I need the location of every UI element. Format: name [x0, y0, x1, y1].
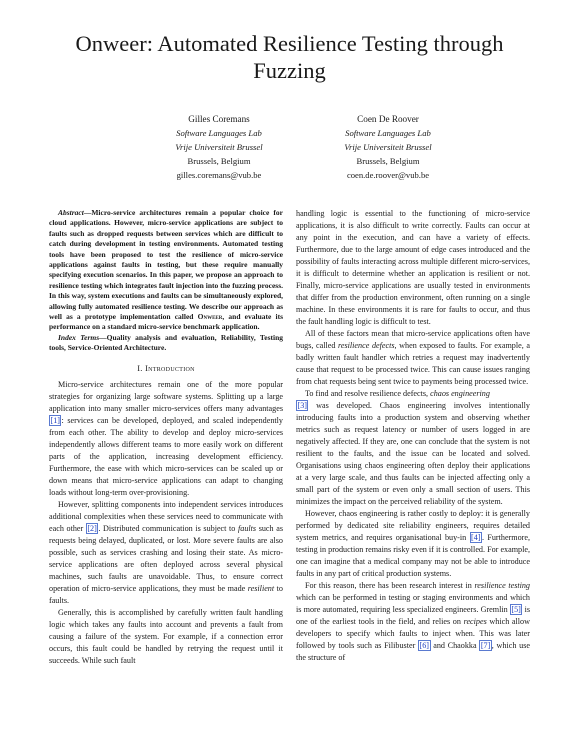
- index-terms-label: Index Terms: [58, 332, 100, 342]
- author-name: Coen De Roover: [357, 114, 419, 124]
- author-block: [288, 112, 488, 182]
- paragraph: [296, 328, 530, 388]
- text: is one of the earliest tools in the field, and relies on: [296, 605, 530, 626]
- citation-link[interactable]: [7]: [480, 641, 491, 650]
- author-location: Brussels, Belgium: [356, 156, 420, 166]
- abstract-text-end: , and evaluate its performance on a standard micro-service benchmark application.: [49, 312, 283, 332]
- text: However, splitting components into independent services introduces additional complexities when these services need to communicate with each other: [49, 499, 283, 533]
- citation-link[interactable]: [6]: [419, 641, 429, 650]
- citation-link[interactable]: [1]: [50, 415, 60, 425]
- emphasis: chaos engineering: [430, 389, 490, 398]
- text: Micro-service architectures remain one of the more popular strategies for organizing large software systems. Splitting up a large application into many smaller micro-services offers many advantages: [49, 379, 283, 413]
- emphasis: resilience testing: [474, 581, 530, 590]
- paper-title: Onweer: Automated Resilience Testing through Fuzzing: [75, 31, 504, 83]
- emphasis: recipes: [463, 617, 487, 626]
- text: such as requests being delayed, duplicated, or lost. More severe faults are also possible, such as services crashing and losing their state. As micro-service applications are often deployed across several physical machines, such faults are unavoidable. Thus, to ensure correct operation of micro-service applications, they must be made: [49, 523, 284, 593]
- text: All of these factors mean that micro-service applications often have bugs, called: [296, 329, 530, 350]
- citation-link[interactable]: [5]: [511, 605, 521, 614]
- text: which can be performed in testing or staging environments and which is more automated, requiring less specialized engineers. Gremlin: [296, 593, 530, 614]
- paragraph: Generally, this is accomplished by carefully written fault handling logic which takes any faults into account and prevents a fault from causing a failure of the system. For example, if a connection error occurs, this fault could be handled by retrying the request until it succeeds. While such fault: [49, 607, 283, 665]
- author-lab: Software Languages Lab: [176, 128, 262, 138]
- abstract-text: —Micro-service architectures remain a popular choice for cloud applications. However, micro-service applications are subject to faults such as dropped requests between services which are difficult to catch during development in testing environments. Automated testing tools have been proposed to test the resilience of micro-service applications against faults in testing, but these require manually specifying execution scenarios. In this paper, we propose an approach to resilience testing which integrates fault injection into the fuzzing process. In this way, system executions and faults can be simultaneously explored, allowing fully automated resilience testing. We describe our approach as well as a prototype implementation called: [49, 208, 283, 322]
- text: , when exposed to faults. For example, a badly written fault handler which retries a request may inadvertently cause that request to be processed twice. This can cause issues ranging from chat requests being sent twice to payments being processed twice.: [296, 341, 530, 386]
- citation-link[interactable]: [4]: [471, 533, 481, 542]
- paragraph: [296, 580, 530, 664]
- section-heading-text: I. Introduction: [137, 363, 195, 373]
- citation-link[interactable]: [3]: [297, 401, 307, 410]
- paragraph: [49, 499, 283, 607]
- author-email: gilles.coremans@vub.be: [176, 170, 262, 180]
- text: For this reason, there has been research interest in: [305, 581, 475, 590]
- text: to faults.: [49, 583, 283, 605]
- text: which allow developers to specify which faults to inject when. This was later followed by tools such as Filibuster: [296, 617, 530, 650]
- text: , which use the structure of: [296, 641, 530, 662]
- paragraph: handling logic is essential to the functioning of micro-service applications, it is also difficult to write correctly. Faults can occur at any point in the execution, and can have a variety of effects. Furthermore, due to the large amount of edge cases introduced and the possibility of faults interacting across multiple different micro-services, it is difficult to determine whether an application is resilient or not. Finally, micro-service applications are usually tested in environments that differ from the production environment, often running on a single machine. In these environments it is rare for faults to occur, and thus the fault handling logic is difficult to test.: [296, 209, 530, 326]
- paragraph: [296, 508, 530, 580]
- tool-name: Onweer: [197, 312, 223, 322]
- author-name: Gilles Coremans: [188, 114, 250, 124]
- emphasis: resilience defects: [338, 341, 395, 350]
- paragraph: [296, 388, 530, 508]
- text: : services can be developed, deployed, and scaled independently from each other. The ability to develop and deploy micro-services independently allows different teams to more easily work on different parts of the application, increasing development efficiency. Furthermore, the ease with which micro-services can be scaled up or down means that micro-service applications can adapt to changing loads without long-term over-provisioning.: [49, 415, 283, 497]
- author-lab: Software Languages Lab: [345, 128, 431, 138]
- index-terms-text: —Quality analysis and evaluation, Reliability, Testing tools, Service-Oriented Architecture.: [49, 332, 283, 353]
- abstract-label: Abstract: [58, 208, 84, 217]
- text: . Distributed communication is subject to: [98, 523, 239, 533]
- text: To find and resolve resilience defects,: [305, 389, 431, 398]
- paragraph: [49, 379, 283, 499]
- citation-link[interactable]: [2]: [87, 523, 97, 533]
- text: However, chaos engineering is rather costly to deploy: it is generally performed by dedicated site reliability engineers, requires detailed system metrics, and requires organisational buy-in: [296, 509, 530, 542]
- section-heading: [49, 363, 283, 375]
- text: and Chaokka: [430, 641, 480, 650]
- author-email: coen.de.roover@vub.be: [346, 170, 430, 180]
- author-university: Vrije Universiteit Brussel: [344, 142, 432, 152]
- author-university: Vrije Universiteit Brussel: [175, 142, 263, 152]
- text: . Furthermore, testing in production remains risky even if it is controlled. For example, one can imagine that a medical company may not be able to introduce faults in any part of critical production systems.: [296, 533, 530, 578]
- left-column: [49, 208, 283, 667]
- abstract: [49, 208, 283, 333]
- emphasis: faults: [238, 523, 257, 533]
- emphasis: resilient: [247, 583, 275, 593]
- right-column: [296, 208, 530, 664]
- author-location: Brussels, Belgium: [187, 156, 251, 166]
- index-terms: [49, 333, 283, 354]
- text: was developed. Chaos engineering involves intentionally introducing faults into a production system and observing whether metrics such as request latency or number of users logged in are negatively affected. If they are, one can conclude that the system is not resilient to the faults, and the issue can be located and solved. Organisations using chaos engineering often deploy their applications at a very large scale, and thus faults can be injected affecting only a small part of the system or even only a small section of users. This minimizes the impact on the perceived reliability of the system.: [296, 401, 530, 506]
